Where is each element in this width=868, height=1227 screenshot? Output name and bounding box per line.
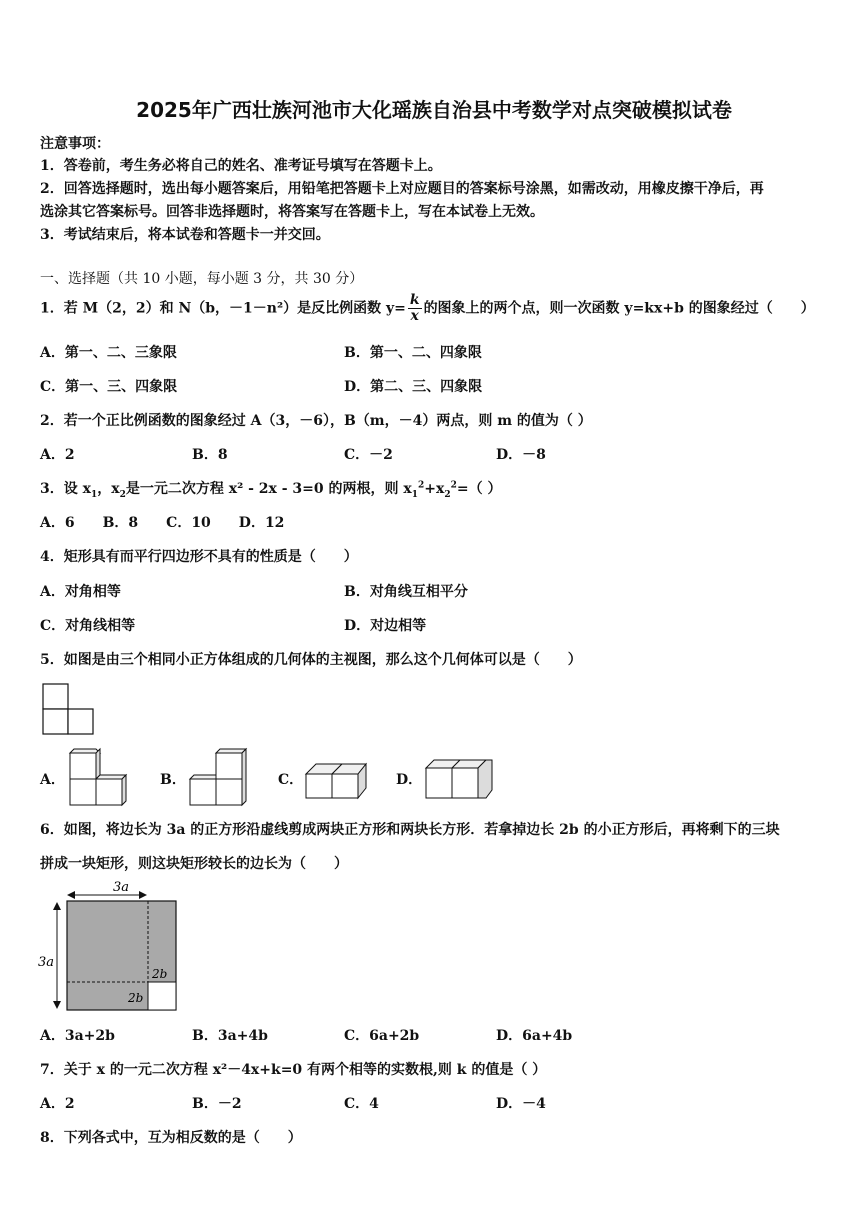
q5-option-b-figure[interactable] xyxy=(186,745,252,809)
q6-option-d[interactable]: D．6a+4b xyxy=(496,1028,573,1044)
q5-option-d-figure[interactable] xyxy=(422,756,494,802)
fraction-denominator: x xyxy=(410,308,419,324)
q5-option-c[interactable]: C． xyxy=(278,772,304,788)
question-3 xyxy=(40,478,501,500)
superscript-2: 2 xyxy=(450,480,457,491)
question-1 xyxy=(40,293,815,324)
q5-option-a[interactable]: A． xyxy=(40,772,65,788)
q3-stem-part: ，x xyxy=(97,481,120,497)
q2-option-d[interactable]: D．－8 xyxy=(496,447,546,463)
q4-option-b[interactable]: B．对角线互相平分 xyxy=(344,584,468,600)
q1-stem-pre: 1．若 M（2，2）和 N（b，－1－n²）是反比例函数 y= xyxy=(40,300,406,317)
q1-option-a[interactable]: A．第一、二、三象限 xyxy=(40,345,177,361)
question-7: 7．关于 x 的一元二次方程 x²－4x+k=0 有两个相等的实数根,则 k 的值是（ ） xyxy=(40,1062,547,1078)
label-2b-right: 2b xyxy=(152,967,168,981)
small-square xyxy=(148,982,176,1010)
superscript-2: 2 xyxy=(418,480,425,491)
notice-item-3: 3．考试结束后，将本试卷和答题卡一并交回。 xyxy=(40,227,330,243)
q7-option-c[interactable]: C．4 xyxy=(344,1096,379,1112)
notice-item-1: 1．答卷前，考生务必将自己的姓名、准考证号填写在答题卡上。 xyxy=(40,158,442,174)
q3-stem-part: 3．设 x xyxy=(40,481,91,497)
question-6-line-2: 拼成一块矩形，则这块矩形较长的边长为（ ） xyxy=(40,856,348,872)
question-5: 5．如图是由三个相同小正方体组成的几何体的主视图，那么这个几何体可以是（ ） xyxy=(40,652,582,668)
q1-option-d[interactable]: D．第二、三、四象限 xyxy=(344,379,483,395)
q1-option-b[interactable]: B．第一、二、四象限 xyxy=(344,345,482,361)
q3-options[interactable]: A．6 B．8 C．10 D．12 xyxy=(40,515,285,531)
question-6-line-1: 6．如图，将边长为 3a 的正方形沿虚线剪成两块正方形和两块长方形．若拿掉边长 2b 的小正方形后，再将剩下的三块 xyxy=(40,822,780,838)
q6-option-a[interactable]: A．3a+2b xyxy=(40,1028,115,1044)
label-top-3a: 3a xyxy=(113,880,130,895)
q3-stem-part: =（ ） xyxy=(456,481,502,497)
q5-option-b[interactable]: B． xyxy=(160,772,186,788)
q3-stem-part: +x xyxy=(424,481,445,497)
q5-option-d[interactable]: D． xyxy=(396,772,423,788)
q5-option-a-figure[interactable] xyxy=(66,745,132,809)
q3-stem-part: 是一元二次方程 x² - 2x - 3=0 的两根，则 x xyxy=(125,481,412,497)
question-8: 8．下列各式中，互为相反数的是（ ） xyxy=(40,1130,302,1146)
q2-option-b[interactable]: B．8 xyxy=(192,447,228,463)
subscript-2: 2 xyxy=(119,489,126,500)
q6-option-b[interactable]: B．3a+4b xyxy=(192,1028,268,1044)
label-2b-bottom: 2b xyxy=(128,991,144,1005)
q5-option-c-figure[interactable] xyxy=(302,760,368,802)
notice-item-2: 2．回答选择题时，选出每小题答案后，用铅笔把答题卡上对应题目的答案标号涂黑，如需改动，用橡皮擦干净后，再 xyxy=(40,181,764,197)
q7-option-d[interactable]: D．－4 xyxy=(496,1096,546,1112)
q4-option-a[interactable]: A．对角相等 xyxy=(40,584,121,600)
q6-square-figure xyxy=(38,878,183,1014)
section-heading: 一、选择题（共 10 小题，每小题 3 分，共 30 分） xyxy=(40,271,364,287)
q6-option-c[interactable]: C．6a+2b xyxy=(344,1028,420,1044)
q1-stem-post: 的图象上的两个点，则一次函数 y=kx+b 的图象经过（ ） xyxy=(423,300,815,317)
q2-option-c[interactable]: C．－2 xyxy=(344,447,393,463)
q4-option-c[interactable]: C．对角线相等 xyxy=(40,618,136,634)
fraction-numerator: k xyxy=(409,292,420,308)
label-left-3a: 3a xyxy=(38,955,55,970)
subscript-1: 1 xyxy=(90,489,98,500)
subscript-2: 2 xyxy=(444,489,451,500)
q2-option-a[interactable]: A．2 xyxy=(40,447,75,463)
notice-heading: 注意事项： xyxy=(40,136,110,152)
q7-option-a[interactable]: A．2 xyxy=(40,1096,75,1112)
subscript-1: 1 xyxy=(411,489,418,500)
q7-option-b[interactable]: B．－2 xyxy=(192,1096,242,1112)
page-title: 2025年广西壮族河池市大化瑶族自治县中考数学对点突破模拟试卷 xyxy=(136,98,732,122)
fraction-k-over-x xyxy=(408,293,422,324)
notice-item-2-cont: 选涂其它答案标号。回答非选择题时，将答案写在答题卡上，写在本试卷上无效。 xyxy=(40,204,544,220)
q1-option-c[interactable]: C．第一、三、四象限 xyxy=(40,379,178,395)
front-view-figure xyxy=(42,683,96,737)
q4-option-d[interactable]: D．对边相等 xyxy=(344,618,427,634)
question-4: 4．矩形具有而平行四边形不具有的性质是（ ） xyxy=(40,549,358,565)
question-2: 2．若一个正比例函数的图象经过 A（3，－6），B（m，－4）两点，则 m 的值为（ ） xyxy=(40,413,592,429)
